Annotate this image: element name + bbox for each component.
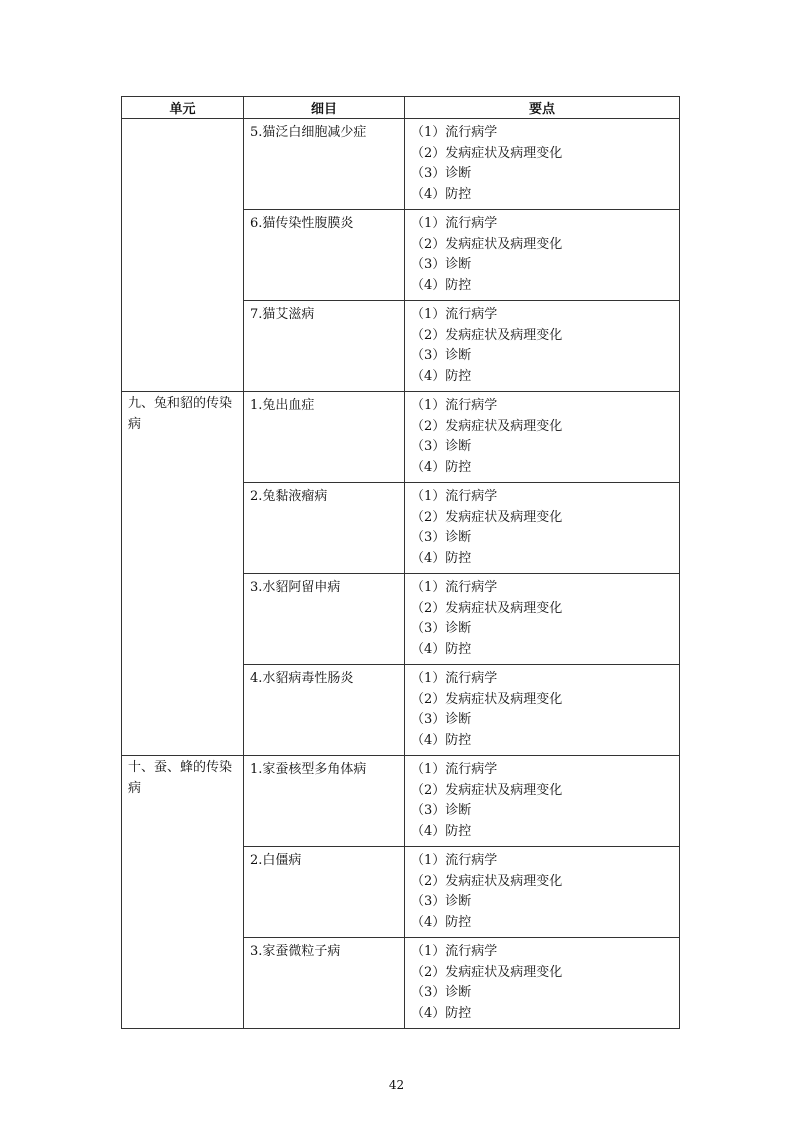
item-cell — [244, 483, 405, 574]
point-item: （1）流行病学 — [411, 216, 498, 231]
item-label: 5.猫泛白细胞减少症 — [250, 125, 367, 140]
unit-cell — [122, 392, 244, 756]
point-item: （4）防控 — [411, 823, 472, 839]
item-cell — [244, 392, 405, 483]
points-cell — [405, 847, 680, 938]
point-item: （3）诊断 — [411, 530, 472, 545]
point-item: （1）流行病学 — [411, 944, 498, 959]
point-item: （2）发病症状及病理变化 — [411, 600, 563, 616]
point-item: （4）防控 — [411, 277, 472, 293]
unit-cell — [122, 756, 244, 1029]
point-item: （2）发病症状及病理变化 — [411, 691, 563, 707]
points-cell — [405, 301, 680, 392]
point-item: （3）诊断 — [411, 166, 472, 181]
item-label: 1.家蚕核型多角体病 — [250, 762, 367, 777]
item-label: 3.水貂阿留申病 — [250, 580, 341, 595]
point-item: （2）发病症状及病理变化 — [411, 509, 563, 525]
point-item: （2）发病症状及病理变化 — [411, 873, 563, 889]
item-label: 6.猫传染性腹膜炎 — [250, 216, 354, 231]
item-label: 4.水貂病毒性肠炎 — [250, 671, 354, 686]
point-item: （4）防控 — [411, 550, 472, 566]
item-cell — [244, 119, 405, 210]
point-item: （2）发病症状及病理变化 — [411, 782, 563, 798]
point-item: （4）防控 — [411, 368, 472, 384]
point-item: （1）流行病学 — [411, 853, 498, 868]
point-item: （3）诊断 — [411, 712, 472, 727]
page-number: 42 — [388, 1078, 405, 1092]
header-points: 要点 — [405, 97, 680, 119]
point-item: （4）防控 — [411, 186, 472, 202]
unit-label: 十、蚕、蜂的传染病 — [128, 760, 233, 796]
point-item: （3）诊断 — [411, 621, 472, 636]
point-item: （3）诊断 — [411, 348, 472, 363]
point-item: （3）诊断 — [411, 894, 472, 909]
point-item: （3）诊断 — [411, 803, 472, 818]
item-label: 7.猫艾滋病 — [250, 307, 315, 322]
point-item: （1）流行病学 — [411, 307, 498, 322]
points-cell — [405, 756, 680, 847]
unit-label — [128, 119, 241, 120]
header-item: 细目 — [244, 97, 405, 119]
item-label: 3.家蚕微粒子病 — [250, 944, 341, 959]
point-item: （3）诊断 — [411, 257, 472, 272]
points-cell — [405, 938, 680, 1029]
item-cell — [244, 665, 405, 756]
point-item: （4）防控 — [411, 459, 472, 475]
points-cell — [405, 574, 680, 665]
points-cell — [405, 392, 680, 483]
unit-cell — [122, 119, 244, 392]
item-cell — [244, 938, 405, 1029]
item-label: 2.白僵病 — [250, 853, 302, 868]
point-item: （3）诊断 — [411, 439, 472, 454]
points-cell — [405, 119, 680, 210]
points-cell — [405, 483, 680, 574]
item-cell — [244, 301, 405, 392]
table-body — [122, 119, 680, 1029]
point-item: （4）防控 — [411, 641, 472, 657]
point-item: （2）发病症状及病理变化 — [411, 145, 563, 161]
header-unit: 单元 — [122, 97, 244, 119]
point-item: （2）发病症状及病理变化 — [411, 236, 563, 252]
point-item: （2）发病症状及病理变化 — [411, 964, 563, 980]
point-item: （1）流行病学 — [411, 398, 498, 413]
item-cell — [244, 847, 405, 938]
header-row — [122, 97, 680, 119]
point-item: （1）流行病学 — [411, 671, 498, 686]
item-cell — [244, 756, 405, 847]
unit-label: 九、兔和貂的传染病 — [128, 396, 233, 432]
table-row — [122, 756, 680, 847]
item-label: 1.兔出血症 — [250, 398, 315, 413]
point-item: （4）防控 — [411, 732, 472, 748]
point-item: （1）流行病学 — [411, 489, 498, 504]
table-row — [122, 392, 680, 483]
item-label: 2.兔黏液瘤病 — [250, 489, 328, 504]
point-item: （1）流行病学 — [411, 580, 498, 595]
points-cell — [405, 665, 680, 756]
points-cell — [405, 210, 680, 301]
point-item: （1）流行病学 — [411, 762, 498, 777]
syllabus-table — [121, 96, 680, 1029]
item-cell — [244, 574, 405, 665]
table-row — [122, 119, 680, 210]
point-item: （2）发病症状及病理变化 — [411, 327, 563, 343]
item-cell — [244, 210, 405, 301]
point-item: （2）发病症状及病理变化 — [411, 418, 563, 434]
point-item: （4）防控 — [411, 1005, 472, 1021]
point-item: （3）诊断 — [411, 985, 472, 1000]
point-item: （4）防控 — [411, 914, 472, 930]
point-item: （1）流行病学 — [411, 125, 498, 140]
